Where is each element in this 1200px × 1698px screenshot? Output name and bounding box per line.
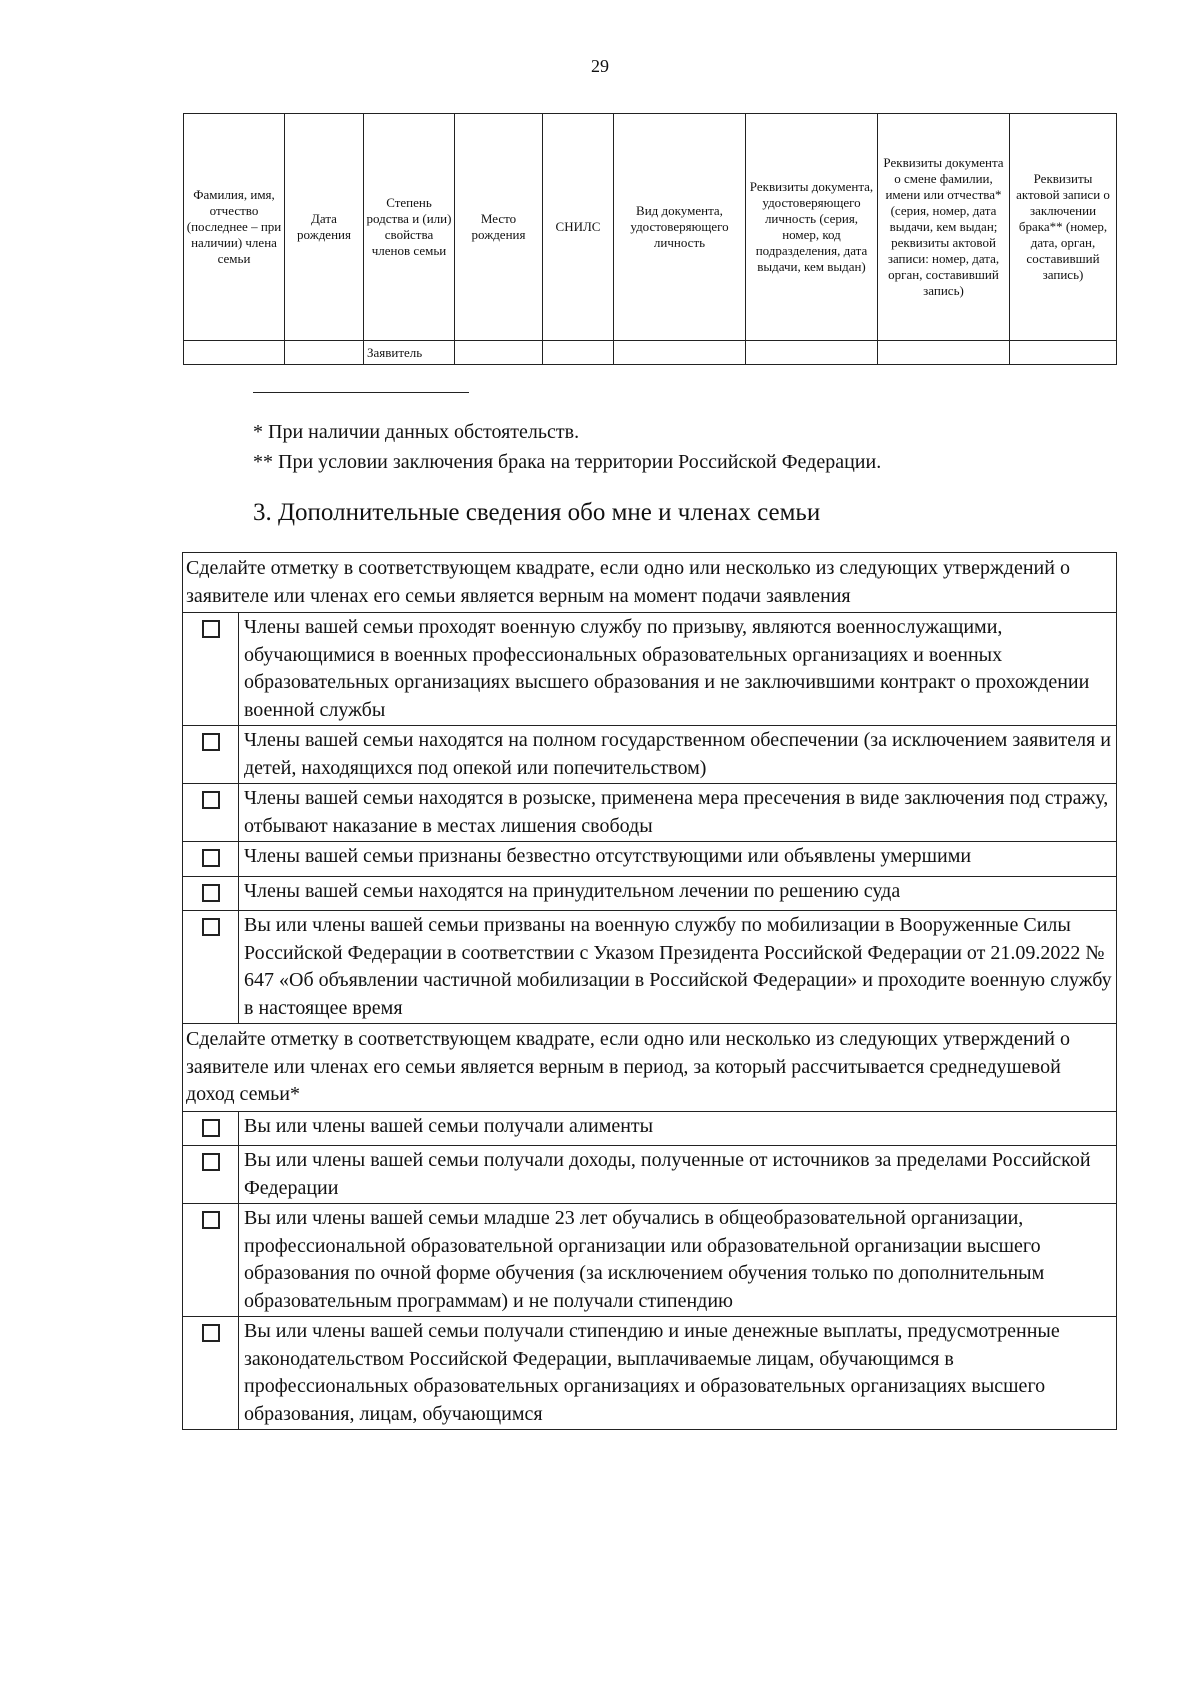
item-label: Вы или члены вашей семьи получали стипендию и иные денежные выплаты, предусмотренные законодательством Российской Федерации, выплачиваемые лицам, обучающимся в профессиональных образовательных организациях и образовательных организациях высшего образования, лицам, обучающимся [239,1317,1117,1430]
list-item [183,784,1117,842]
list-item [183,726,1117,784]
item-label: Вы или члены вашей семьи младше 23 лет обучались в общеобразовательной организации, профессиональной образовательной организации или образовательной организации высшего образования по очной форме обучения (за исключением обучения только по дополнительным образовательным программам) и не получали стипендию [239,1204,1117,1317]
item-label: Члены вашей семьи находятся на полном государственном обеспечении (за исключением заявителя и детей, находящихся под опекой или попечительством) [239,726,1117,784]
item-label: Вы или члены вашей семьи получали доходы, полученные от источников за пределами Российской Федерации [239,1146,1117,1204]
cell-birth-place[interactable] [455,341,543,365]
family-members-table [183,113,1117,365]
header-snils: СНИЛС [543,114,614,341]
item-label: Вы или члены вашей семьи призваны на военную службу по мобилизации в Вооруженные Силы Российской Федерации в соответствии с Указом Президента Российской Федерации от 21.09.2022 № 647 «Об объявлении частичной мобилизации в Российской Федерации» и проходите военную службу в настоящее время [239,911,1117,1024]
additional-info-table [182,552,1117,1430]
item-label: Члены вашей семьи находятся на принудительном лечении по решению суда [239,876,1117,911]
page-number: 29 [591,56,609,76]
header-id-document-type: Вид документа, удостоверяющего личность [614,114,746,341]
cell-name-change-document[interactable] [878,341,1010,365]
checkbox[interactable] [202,791,220,809]
intro-row [183,1024,1117,1112]
list-item [183,1204,1117,1317]
item-label: Члены вашей семьи находятся в розыске, применена мера пресечения в виде заключения под стражу, отбывают наказание в местах лишения свободы [239,784,1117,842]
checkbox[interactable] [202,1153,220,1171]
list-item [183,911,1117,1024]
family-table-header-row [184,114,1117,341]
intro-text: Сделайте отметку в соответствующем квадрате, если одно или несколько из следующих утверждений о заявителе или членах его семьи является верным в период, за который рассчитывается среднедушевой доход семьи* [183,1024,1117,1112]
table-row [184,341,1117,365]
checkbox[interactable] [202,620,220,638]
checkbox[interactable] [202,1324,220,1342]
footnote-1: * При наличии данных обстоятельств. [253,421,580,443]
header-marriage-record: Реквизиты актовой записи о заключении брака** (номер, дата, орган, составивший запись) [1010,114,1117,341]
item-label: Вы или члены вашей семьи получали алименты [239,1111,1117,1146]
checkbox[interactable] [202,1211,220,1229]
checkbox[interactable] [202,918,220,936]
list-item [183,1317,1117,1430]
header-full-name: Фамилия, имя, отчество (последнее – при наличии) члена семьи [184,114,285,341]
list-item [183,876,1117,911]
checkbox[interactable] [202,884,220,902]
intro-row [183,553,1117,613]
cell-snils[interactable] [543,341,614,365]
item-label: Члены вашей семьи признаны безвестно отсутствующими или объявлены умершими [239,842,1117,877]
cell-full-name[interactable] [184,341,285,365]
list-item [183,1111,1117,1146]
header-birth-place: Место рождения [455,114,543,341]
header-id-document-details: Реквизиты документа, удостоверяющего личность (серия, номер, код подразделения, дата выдачи, кем выдан) [746,114,878,341]
header-relationship: Степень родства и (или) свойства членов семьи [364,114,455,341]
intro-text: Сделайте отметку в соответствующем квадрате, если одно или несколько из следующих утверждений о заявителе или членах его семьи является верным на момент подачи заявления [183,553,1117,613]
list-item [183,1146,1117,1204]
cell-birth-date[interactable] [285,341,364,365]
cell-marriage-record[interactable] [1010,341,1117,365]
checkbox[interactable] [202,1119,220,1137]
cell-id-document-details[interactable] [746,341,878,365]
list-item [183,842,1117,877]
header-name-change-document: Реквизиты документа о смене фамилии, имени или отчества* (серия, номер, дата выдачи, кем выдан; реквизиты актовой записи: номер, дата, орган, составивший запись) [878,114,1010,341]
item-label: Члены вашей семьи проходят военную службу по призыву, являются военнослужащими, обучающимися в военных профессиональных образовательных организациях и военных образовательных организациях высшего образования и не заключившими контракт о прохождении военной службы [239,613,1117,726]
header-birth-date: Дата рождения [285,114,364,341]
checkbox[interactable] [202,849,220,867]
footnote-2: ** При условии заключения брака на территории Российской Федерации. [253,451,882,473]
cell-relationship[interactable]: Заявитель [364,341,455,365]
footnote-divider [253,392,469,393]
section-title: 3. Дополнительные сведения обо мне и членах семьи [253,499,821,526]
cell-id-document-type[interactable] [614,341,746,365]
checkbox[interactable] [202,733,220,751]
list-item [183,613,1117,726]
